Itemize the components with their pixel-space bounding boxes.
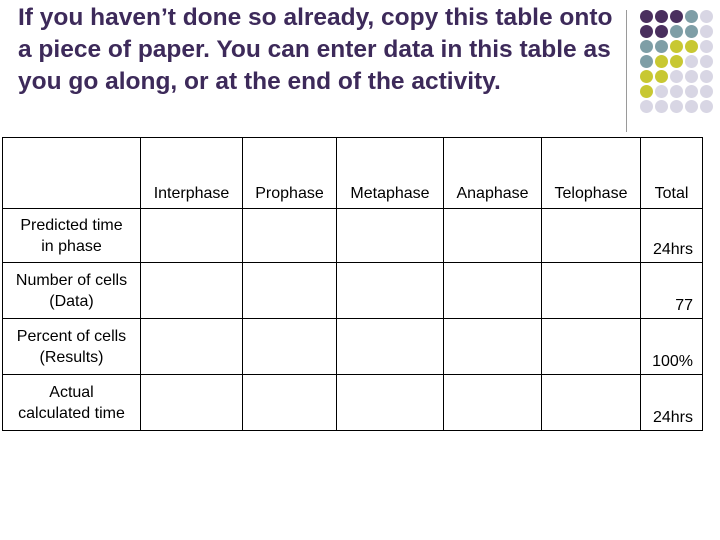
data-cell <box>243 375 337 431</box>
data-cell <box>444 263 542 319</box>
row-label-line: in phase <box>41 237 102 255</box>
data-cell <box>337 375 444 431</box>
data-cell <box>542 263 641 319</box>
decorative-dot <box>655 40 668 53</box>
row-label-line: Actual <box>49 383 94 401</box>
data-cell <box>243 263 337 319</box>
decorative-dot <box>700 55 713 68</box>
data-cell <box>243 319 337 375</box>
data-cell <box>141 263 243 319</box>
title-divider-line <box>626 10 627 132</box>
table-row-predicted-time <box>3 209 703 263</box>
data-cell <box>542 319 641 375</box>
decorative-dot <box>670 100 683 113</box>
decorative-dot <box>700 25 713 38</box>
total-cell: 24hrs <box>641 375 703 431</box>
header-cell-blank <box>3 138 141 209</box>
row-label-line: Predicted time <box>20 216 123 234</box>
row-label-line: calculated time <box>18 404 125 422</box>
decorative-dot <box>700 85 713 98</box>
decorative-dot <box>670 55 683 68</box>
header-cell-interphase: Interphase <box>141 138 243 209</box>
decorative-dot <box>655 55 668 68</box>
decorative-dot <box>685 70 698 83</box>
decorative-dot <box>655 10 668 23</box>
table-row-number-of-cells <box>3 263 703 319</box>
data-cell <box>337 319 444 375</box>
decorative-dot <box>685 100 698 113</box>
data-cell <box>444 209 542 263</box>
data-cell <box>444 319 542 375</box>
row-label <box>3 375 141 431</box>
decorative-dot <box>670 70 683 83</box>
decorative-dot <box>640 70 653 83</box>
data-cell <box>243 209 337 263</box>
decorative-dot <box>700 10 713 23</box>
slide-instruction-text: If you haven’t done so already, copy this table onto a piece of paper. You can enter data in this table as you go along, or at the end of the activity. <box>18 4 613 95</box>
data-cell <box>542 209 641 263</box>
decorative-dot <box>685 10 698 23</box>
decorative-dot <box>655 25 668 38</box>
decorative-dot <box>700 100 713 113</box>
row-label-line: (Data) <box>49 292 94 310</box>
decorative-dot <box>685 40 698 53</box>
table-row-actual-time <box>3 375 703 431</box>
data-cell <box>337 209 444 263</box>
decorative-dot <box>640 85 653 98</box>
data-cell <box>542 375 641 431</box>
decorative-dot <box>640 55 653 68</box>
decorative-dot <box>640 10 653 23</box>
decorative-dot <box>685 55 698 68</box>
decorative-dot <box>700 70 713 83</box>
mitosis-data-table <box>2 137 703 431</box>
row-label-line: Number of cells <box>15 271 128 289</box>
data-cell <box>141 375 243 431</box>
header-cell-anaphase: Anaphase <box>444 138 542 209</box>
table-row-percent-of-cells <box>3 319 703 375</box>
table-header-row <box>3 138 703 209</box>
header-cell-telophase: Telophase <box>542 138 641 209</box>
data-cell <box>141 319 243 375</box>
total-cell: 77 <box>641 263 703 319</box>
total-cell: 100% <box>641 319 703 375</box>
decorative-dot <box>670 40 683 53</box>
data-cell <box>337 263 444 319</box>
decorative-dot <box>685 85 698 98</box>
decorative-dot-pattern <box>640 10 720 120</box>
decorative-dot <box>670 10 683 23</box>
total-cell: 24hrs <box>641 209 703 263</box>
row-label-line: (Results) <box>39 348 104 366</box>
header-cell-metaphase: Metaphase <box>337 138 444 209</box>
row-label <box>3 263 141 319</box>
decorative-dot <box>640 40 653 53</box>
row-label <box>3 319 141 375</box>
decorative-dot <box>640 25 653 38</box>
decorative-dot <box>670 25 683 38</box>
decorative-dot <box>700 40 713 53</box>
decorative-dot <box>685 25 698 38</box>
decorative-dot <box>655 70 668 83</box>
decorative-dot <box>655 100 668 113</box>
data-cell <box>141 209 243 263</box>
header-cell-total: Total <box>641 138 703 209</box>
header-cell-prophase: Prophase <box>243 138 337 209</box>
decorative-dot <box>670 85 683 98</box>
decorative-dot <box>640 100 653 113</box>
data-cell <box>444 375 542 431</box>
row-label-line: Percent of cells <box>16 327 127 345</box>
row-label <box>3 209 141 263</box>
decorative-dot <box>655 85 668 98</box>
